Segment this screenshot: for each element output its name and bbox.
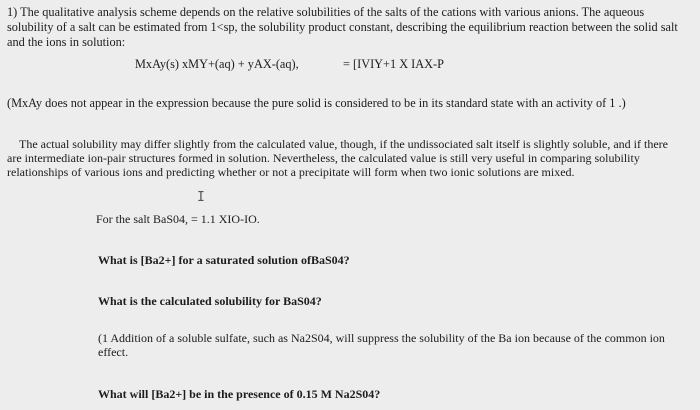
common-ion-note-line-1: (1 Addition of a soluble sulfate, such as Na2S04, will suppress the solubility of the Ba ion because of the common ion bbox=[98, 331, 665, 345]
intro-line-1: 1) The qualitative analysis scheme depends on the relative solubilities of the salts of the cations with various anions. The aqueous bbox=[7, 5, 645, 19]
question-ba-concentration: What is [Ba2+] for a saturated solution ofBaS04? bbox=[98, 253, 350, 267]
intro-line-2: solubility of a salt can be estimated from 1<sp, the solubility product constant, describing the equilibrium reaction between the solid salt bbox=[7, 20, 678, 34]
question-calculated-solubility: What is the calculated solubility for BaS04? bbox=[98, 294, 322, 308]
paragraph-2-line-3: relationships of various ions and predicting whether or not a precipitate will form when two ionic solutions are mixed. bbox=[7, 165, 575, 179]
common-ion-note-line-2: effect. bbox=[98, 345, 129, 359]
intro-line-3: and the ions in solution: bbox=[7, 35, 126, 49]
paragraph-2-line-2: are intermediate ion-pair structures formed in solution. Nevertheless, the calculated value is still very useful in comparing solubility bbox=[7, 151, 640, 165]
equilibrium-reaction: MxAy(s) xMY+(aq) + yAX-(aq), bbox=[135, 57, 299, 71]
text-cursor-icon: I bbox=[197, 190, 205, 205]
given-ksp: For the salt BaS04, = 1.1 XIO-IO. bbox=[96, 212, 260, 226]
question-common-ion: What will [Ba2+] be in the presence of 0.15 M Na2S04? bbox=[98, 387, 381, 401]
paragraph-2-line-1: The actual solubility may differ slightly from the calculated value, though, if the undissociated salt itself is slightly soluble, and if there bbox=[19, 137, 668, 151]
activity-note: (MxAy does not appear in the expression because the pure solid is considered to be in its standard state with an activity of 1 .) bbox=[7, 96, 626, 110]
ksp-expression: = [IVIY+1 X IAX-P bbox=[343, 57, 444, 71]
